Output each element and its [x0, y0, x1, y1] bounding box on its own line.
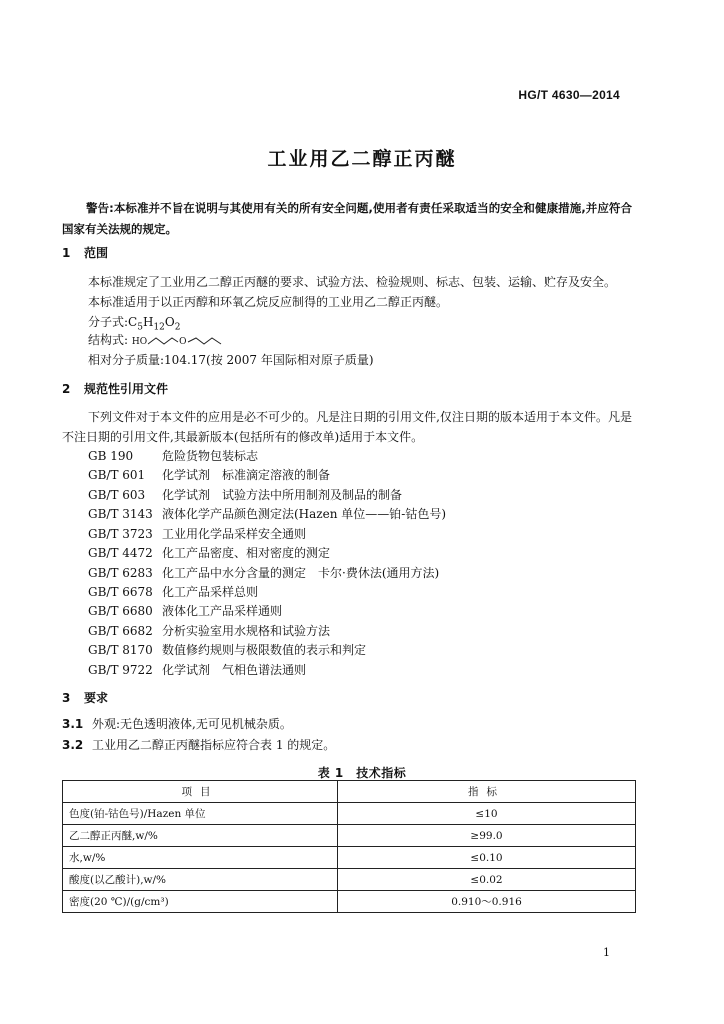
reference-code: GB/T 6283	[88, 566, 153, 580]
structure-o: O	[179, 337, 187, 347]
table-cell-value: ≤10	[338, 803, 636, 825]
reference-code: GB/T 9722	[88, 663, 153, 677]
table-row	[63, 825, 636, 847]
structure-label: 结构式:	[88, 333, 129, 347]
document-title: 工业用乙二醇正丙醚	[267, 148, 457, 170]
clause-text: 外观:无色透明液体,无可见机械杂质。	[92, 717, 292, 731]
reference-item	[88, 661, 306, 678]
reference-code: GB/T 6680	[88, 604, 153, 618]
table-cell-value: ≥99.0	[338, 825, 636, 847]
table-row	[63, 803, 636, 825]
section-1-heading	[62, 244, 108, 261]
formula-c-sub: 5	[137, 322, 143, 333]
clause-number: 3.1	[62, 717, 84, 731]
reference-item	[88, 505, 446, 522]
section-title: 范围	[84, 246, 109, 260]
table-cell-item: 水,w/%	[63, 847, 338, 869]
clause-text: 工业用乙二醇正丙醚指标应符合表 1 的规定。	[92, 738, 336, 752]
molecular-weight: 相对分子质量:104.17(按 2007 年国际相对原子质量)	[88, 353, 374, 367]
reference-item	[88, 622, 330, 639]
table-row	[63, 869, 636, 891]
reference-item	[88, 486, 402, 503]
table-row	[63, 847, 636, 869]
reference-title: 化学试剂 试验方法中所用制剂及制品的制备	[162, 488, 403, 502]
table-caption: 表 1 技术指标	[317, 766, 407, 780]
section-title: 要求	[84, 691, 109, 705]
reference-title: 化工产品密度、相对密度的测定	[162, 546, 331, 560]
formula-o-sub: 2	[174, 322, 181, 333]
reference-title: 危险货物包装标志	[162, 449, 259, 463]
section-3-heading	[62, 689, 108, 706]
clause-3-1	[62, 715, 292, 732]
formula-c: C	[128, 315, 138, 329]
reference-item	[88, 583, 258, 600]
reference-code: GB/T 8170	[88, 643, 153, 657]
scope-line-1: 本标准规定了工业用乙二醇正丙醚的要求、试验方法、检验规则、标志、包装、运输、贮存及安全。	[88, 275, 617, 289]
section-number: 2	[62, 382, 71, 396]
table-cell-item: 密度(20 ℃)/(g/cm³)	[63, 891, 338, 913]
reference-code: GB/T 603	[88, 488, 146, 502]
section-number: 3	[62, 691, 71, 705]
molecular-formula	[88, 313, 180, 332]
structure-ho: HO	[131, 337, 148, 347]
normative-intro: 下列文件对于本文件的应用是必不可少的。凡是注日期的引用文件,仅注日期的版本适用于本文件。凡是不注日期的引用文件,其最新版本(包括所有的修改单)适用于本文件。	[62, 410, 632, 444]
reference-title: 分析实验室用水规格和试验方法	[162, 624, 331, 638]
reference-title: 数值修约规则与极限数值的表示和判定	[162, 643, 367, 657]
reference-code: GB/T 6678	[88, 585, 153, 599]
reference-item	[88, 602, 282, 619]
technical-spec-table	[62, 780, 636, 913]
warning-paragraph: 警告:本标准并不旨在说明与其使用有关的所有安全问题,使用者有责任采取适当的安全和健康措施,并应符合国家有关法规的规定。	[62, 201, 632, 236]
table-cell-item: 色度(铂-钴色号)/Hazen 单位	[63, 803, 338, 825]
reference-code: GB/T 601	[88, 468, 146, 482]
reference-item	[88, 544, 330, 561]
reference-item	[88, 641, 366, 658]
table-header-row	[63, 781, 636, 803]
formula-o: O	[164, 315, 175, 329]
reference-title: 化学试剂 气相色谱法通则	[162, 663, 307, 677]
reference-item	[88, 447, 258, 464]
reference-title: 化工产品中水分含量的测定 卡尔·费休法(通用方法)	[162, 566, 440, 580]
reference-code: GB/T 4472	[88, 546, 153, 560]
reference-title: 液体化学产品颜色测定法(Hazen 单位——铂-钴色号)	[162, 507, 447, 521]
table-cell-value: ≤0.10	[338, 847, 636, 869]
section-2-heading	[62, 380, 168, 397]
clause-number: 3.2	[62, 738, 84, 752]
reference-title: 工业用化学品采样安全通则	[162, 527, 307, 541]
formula-label: 分子式:	[88, 315, 129, 329]
reference-code: GB 190	[88, 449, 134, 463]
reference-code: GB/T 6682	[88, 624, 153, 638]
formula-h-sub: 12	[153, 322, 165, 333]
reference-title: 液体化工产品采样通则	[162, 604, 283, 618]
reference-title: 化工产品采样总则	[162, 585, 259, 599]
zigzag-bond-icon	[187, 335, 223, 347]
section-title: 规范性引用文件	[84, 382, 169, 396]
section-number: 1	[62, 246, 71, 260]
standard-code: HG/T 4630—2014	[518, 88, 620, 102]
table-row	[63, 891, 636, 913]
reference-item	[88, 564, 439, 581]
scope-line-2: 本标准适用于以正丙醇和环氧乙烷反应制得的工业用乙二醇正丙醚。	[88, 295, 449, 309]
table-cell-value: 0.910～0.916	[338, 891, 636, 913]
reference-code: GB/T 3723	[88, 527, 153, 541]
zigzag-bond-icon	[147, 335, 179, 347]
page-number: 1	[603, 946, 610, 959]
table-cell-value: ≤0.02	[338, 869, 636, 891]
reference-code: GB/T 3143	[88, 507, 153, 521]
reference-item	[88, 525, 306, 542]
clause-3-2	[62, 736, 335, 753]
table-cell-item: 乙二醇正丙醚,w/%	[63, 825, 338, 847]
reference-item	[88, 466, 330, 483]
column-header-value: 指标	[338, 781, 636, 803]
column-header-item: 项目	[63, 781, 338, 803]
table-cell-item: 酸度(以乙酸计),w/%	[63, 869, 338, 891]
reference-title: 化学试剂 标准滴定溶液的制备	[162, 468, 331, 482]
formula-h: H	[142, 315, 154, 329]
structural-formula	[88, 331, 223, 348]
